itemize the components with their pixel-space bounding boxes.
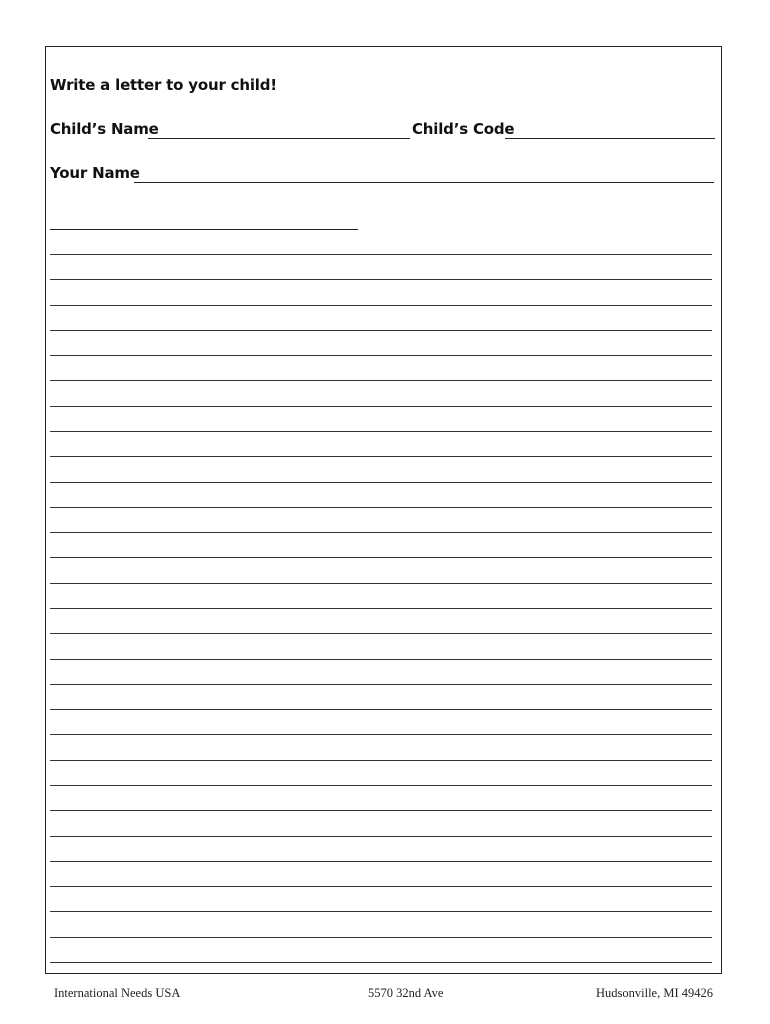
letter-line[interactable]	[50, 810, 712, 811]
childs-name-field[interactable]	[148, 138, 410, 139]
childs-code-label: Child’s Code	[412, 120, 515, 138]
footer-organization: International Needs USA	[54, 986, 181, 1000]
letter-line[interactable]	[50, 380, 712, 381]
letter-line[interactable]	[50, 355, 712, 356]
childs-code-field[interactable]	[505, 138, 715, 139]
letter-line[interactable]	[50, 734, 712, 735]
footer-city-state-zip: Hudsonville, MI 49426	[596, 986, 714, 1000]
letter-line[interactable]	[50, 456, 712, 457]
letter-line[interactable]	[50, 633, 712, 634]
your-name-field[interactable]	[134, 182, 714, 183]
letter-line[interactable]	[50, 254, 712, 255]
letter-line[interactable]	[50, 507, 712, 508]
letter-line[interactable]	[50, 962, 712, 963]
letter-line[interactable]	[50, 886, 712, 887]
letter-form-frame	[45, 46, 722, 974]
form-heading: Write a letter to your child!	[50, 76, 277, 94]
letter-line[interactable]	[50, 431, 712, 432]
letter-line[interactable]	[50, 785, 712, 786]
letter-line[interactable]	[50, 557, 712, 558]
salutation-line[interactable]	[50, 229, 358, 230]
letter-line[interactable]	[50, 659, 712, 660]
letter-line[interactable]	[50, 406, 712, 407]
letter-line[interactable]	[50, 760, 712, 761]
childs-name-label: Child’s Name	[50, 120, 159, 138]
letter-line[interactable]	[50, 279, 712, 280]
letter-line[interactable]	[50, 608, 712, 609]
letter-line[interactable]	[50, 684, 712, 685]
footer-street: 5570 32nd Ave	[368, 986, 444, 1000]
letter-line[interactable]	[50, 937, 712, 938]
your-name-label: Your Name	[50, 164, 140, 182]
letter-line[interactable]	[50, 861, 712, 862]
letter-line[interactable]	[50, 330, 712, 331]
letter-line[interactable]	[50, 305, 712, 306]
letter-line[interactable]	[50, 911, 712, 912]
letter-line[interactable]	[50, 532, 712, 533]
letter-line[interactable]	[50, 583, 712, 584]
letter-line[interactable]	[50, 836, 712, 837]
letter-line[interactable]	[50, 709, 712, 710]
letter-line[interactable]	[50, 482, 712, 483]
